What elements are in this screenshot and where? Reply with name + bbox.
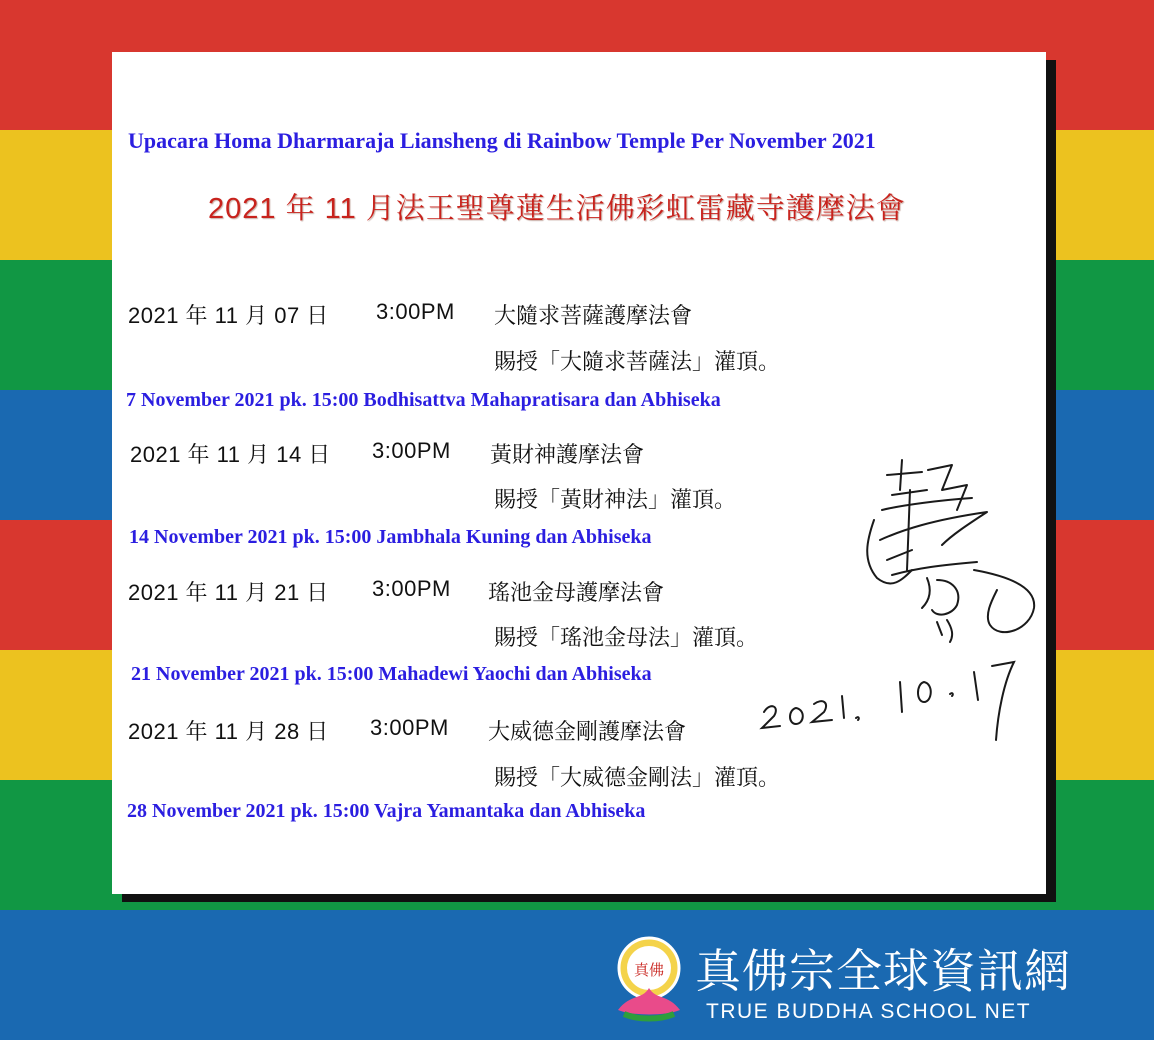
row-3-time: 3:00PM [372, 576, 451, 601]
row-2-english: 14 November 2021 pk. 15:00 Jambhala Kuning dan Abhiseka [129, 526, 652, 548]
row-1-date: 2021 年 11 月 07 日 [128, 303, 329, 328]
row-1-subtitle: 賜授「大隨求菩薩法」灌頂。 [494, 349, 781, 374]
row-3-title: 瑤池金母護摩法會 [488, 580, 665, 605]
title-english: Upacara Homa Dharmaraja Liansheng di Rainbow Temple Per November 2021 [128, 128, 876, 153]
row-4-subtitle: 賜授「大威德金剛法」灌頂。 [494, 765, 781, 790]
row-3-date: 2021 年 11 月 21 日 [128, 580, 329, 605]
row-3-subtitle: 賜授「瑤池金母法」灌頂。 [494, 625, 759, 650]
row-2-time: 3:00PM [372, 438, 451, 463]
row-3-english: 21 November 2021 pk. 15:00 Mahadewi Yaochi dan Abhiseka [131, 663, 652, 685]
row-1-title: 大隨求菩薩護摩法會 [494, 303, 693, 328]
row-1-time: 3:00PM [376, 299, 455, 324]
row-4-date: 2021 年 11 月 28 日 [128, 719, 329, 744]
row-1-english: 7 November 2021 pk. 15:00 Bodhisattva Mahapratisara dan Abhiseka [126, 389, 721, 411]
handwritten-signature [752, 450, 1042, 750]
logo-english-text: TRUE BUDDHA SCHOOL NET [706, 1000, 1032, 1023]
row-2-date: 2021 年 11 月 14 日 [130, 442, 331, 467]
logo-chinese-text: 真佛宗全球資訊網 [695, 944, 1071, 998]
svg-text:真佛: 真佛 [633, 961, 665, 979]
row-2-subtitle: 賜授「黃財神法」灌頂。 [494, 487, 737, 512]
row-4-time: 3:00PM [370, 715, 449, 740]
row-4-english: 28 November 2021 pk. 15:00 Vajra Yamantaka dan Abhiseka [127, 800, 646, 822]
row-4-title: 大威德金剛護摩法會 [488, 719, 687, 744]
tbs-lotus-logo [610, 930, 688, 1024]
row-2-title: 黃財神護摩法會 [490, 442, 645, 467]
title-chinese: 2021 年 11 月法王聖尊蓮生活佛彩虹雷藏寺護摩法會 [208, 193, 906, 225]
